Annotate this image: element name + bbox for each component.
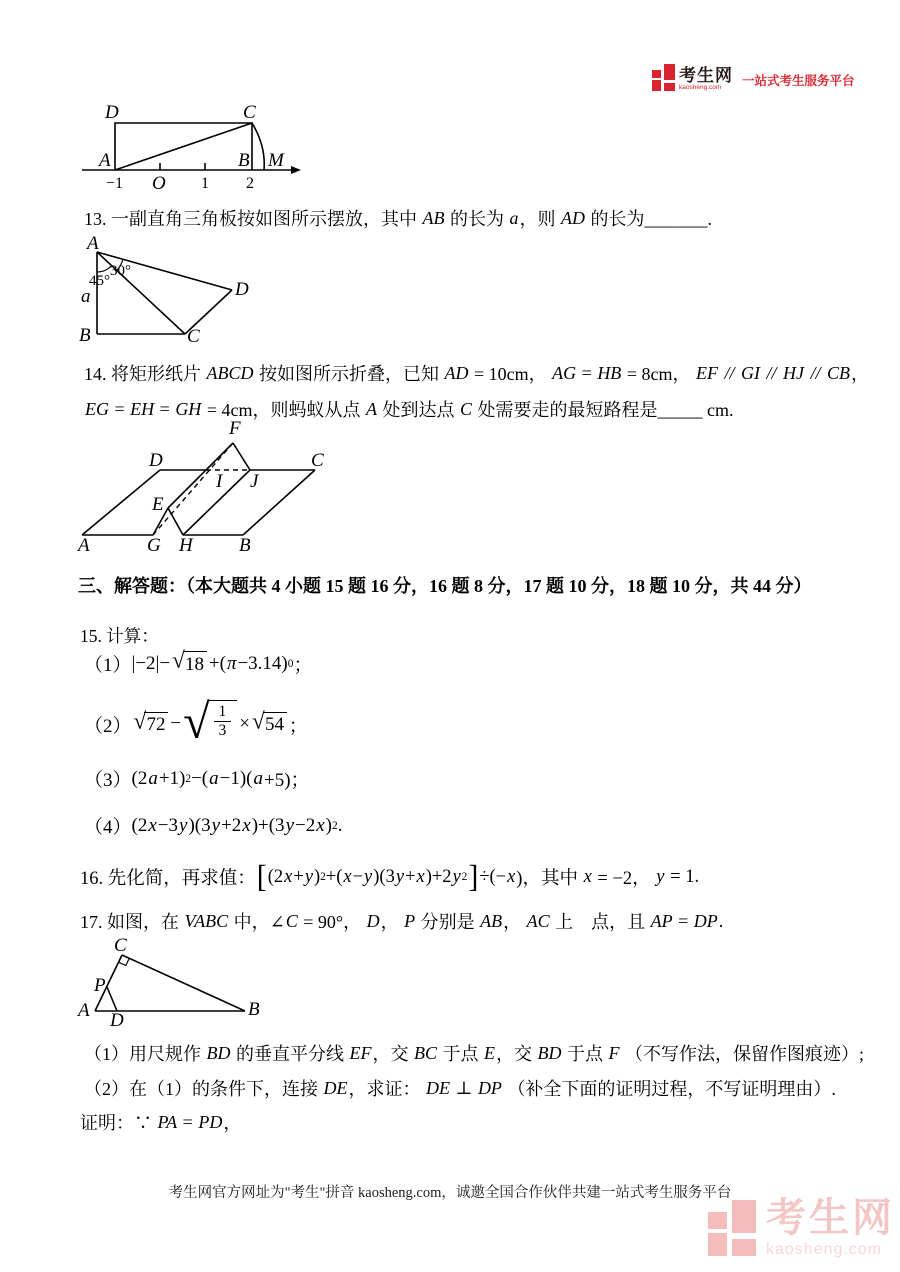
math-part: ， xyxy=(380,912,404,932)
math-part: 17. 如图，在 xyxy=(80,912,184,932)
math-part: ÷(− xyxy=(479,866,507,887)
right-triangle-figure xyxy=(78,935,273,1036)
math-part: BD xyxy=(537,1042,562,1063)
footer-text: 考生网官方网址为"考生"拼音 kaosheng.com，诚邀全国合作伙伴共建一站式考生服务平台 xyxy=(168,1185,732,1201)
math-part: y xyxy=(304,866,314,887)
point-label-D: D xyxy=(105,102,119,123)
folded-paper-figure xyxy=(78,418,338,563)
math-part: D xyxy=(366,910,380,931)
math-part: // xyxy=(806,362,826,383)
tick-label-neg1: −1 xyxy=(106,175,124,192)
question-13-text xyxy=(84,205,712,231)
math-part: = 8cm， xyxy=(622,364,695,384)
point-label-J: J xyxy=(250,471,259,492)
math-part: x xyxy=(416,866,425,887)
math-part: )(3 xyxy=(373,866,395,887)
q15-item-2 xyxy=(84,695,308,749)
math-part: x xyxy=(148,814,157,836)
math-part: VABC xyxy=(184,910,229,931)
math-part: ，交 xyxy=(372,1044,413,1064)
math-part: + xyxy=(405,866,416,887)
math-part: C xyxy=(285,910,298,931)
kaosheng-header-logo xyxy=(652,64,855,91)
math-part: = 4cm，则蚂蚁从点 xyxy=(202,400,365,420)
question-16-text: 16. 先化简，再求值： [ (2 x + y ) 2 +( x − y )(3 y + x )+2 y 2 ] ÷(− x )，其中 x = −2， y = 1. xyxy=(80,859,700,894)
math-part: . xyxy=(718,910,724,931)
section-3-header: 三、解答题：（本大题共 4 小题 15 题 16 分，16 题 8 分，17 题 10 分，18 题 10 分，共 44 分） xyxy=(78,576,812,596)
math-part: DP xyxy=(693,910,718,931)
math-part: ，则 xyxy=(519,209,560,229)
math-part: 处到达点 xyxy=(377,400,459,420)
watermark-domain: kaosheng.com xyxy=(766,1241,883,1258)
math-part: +1) xyxy=(158,767,186,789)
q15-item-1: （1） |−2|− √ 18 +( π −3.14) 0 ； xyxy=(84,647,313,676)
point-label-B: B xyxy=(238,150,250,171)
math-part: BC xyxy=(414,1042,438,1063)
point-label-C: C xyxy=(311,450,324,471)
math-part: GI xyxy=(740,362,760,383)
kaosheng-brand-block xyxy=(679,67,733,92)
point-label-M: M xyxy=(268,150,284,171)
math-part: a xyxy=(509,207,519,228)
math-part: )+2 xyxy=(425,866,452,887)
math-part: 分别是 xyxy=(416,912,480,932)
math-part: 于点 xyxy=(562,1044,608,1064)
math-part: 14. 将矩形纸片 xyxy=(84,364,206,384)
math-part: [ xyxy=(256,859,267,894)
math-part: x xyxy=(316,814,325,836)
math-part: ， xyxy=(851,364,870,384)
numberline-figure xyxy=(80,100,320,195)
point-label-F: F xyxy=(229,418,241,439)
brand-domain: kaosheng.com xyxy=(679,83,722,91)
math-part: √ 54 xyxy=(252,712,287,737)
math-part: (2 xyxy=(267,866,284,887)
math-part: AB xyxy=(480,910,503,931)
math-part: = −2， xyxy=(592,869,656,889)
angle-label-45: 45° xyxy=(89,273,110,289)
math-part: ) xyxy=(325,814,332,836)
math-part: AD xyxy=(561,207,585,228)
side-label-a: a xyxy=(81,286,91,307)
math-part: EH xyxy=(130,398,155,419)
math-part: （4） xyxy=(84,817,132,838)
math-part: EF xyxy=(349,1042,372,1063)
math-part: （补全下面的证明过程，不写证明理由）. xyxy=(502,1079,836,1099)
brand-tagline: 一站式考生服务平台 xyxy=(742,74,855,88)
point-label-D: D xyxy=(110,1010,124,1031)
point-label-D: D xyxy=(149,450,163,471)
math-part: √ 1 3 xyxy=(183,700,237,748)
math-part: y xyxy=(179,814,188,836)
kaosheng-watermark xyxy=(708,1198,895,1258)
math-part: 处需要走的最短路程是_____ cm. xyxy=(472,400,734,420)
math-part: y xyxy=(656,866,665,887)
math-part: EF xyxy=(695,362,718,383)
point-label-H: H xyxy=(179,535,193,556)
math-part: −3.14) xyxy=(237,652,288,674)
math-part: + xyxy=(293,866,304,887)
math-part: )，其中 xyxy=(516,869,583,889)
math-part: √ 72 xyxy=(134,712,169,737)
math-part: +2 xyxy=(221,814,242,836)
math-part: = 1. xyxy=(665,866,700,887)
math-part: PD xyxy=(198,1111,223,1132)
math-part: 于点 xyxy=(438,1044,484,1064)
math-part: ，交 xyxy=(496,1044,537,1064)
math-part: 的长为 xyxy=(445,209,509,229)
kaosheng-logo-icon xyxy=(652,64,675,91)
math-part: |−2|− xyxy=(131,652,171,674)
math-part: × xyxy=(239,713,250,735)
math-part: AB xyxy=(422,207,445,228)
point-label-C: C xyxy=(243,102,256,123)
math-part: . xyxy=(337,814,343,836)
math-part: 的长为_______. xyxy=(586,209,712,229)
tick-label-2: 2 xyxy=(246,175,254,192)
math-part: +5)； xyxy=(264,770,310,791)
tick-label-1: 1 xyxy=(201,175,209,192)
point-label-B: B xyxy=(239,535,251,556)
math-part: （不写作法，保留作图痕迹）; xyxy=(620,1044,865,1064)
math-part: a xyxy=(148,767,158,789)
math-part: 按如图所示折叠，已知 xyxy=(254,364,444,384)
math-part: （2） xyxy=(84,715,132,737)
math-part: AP xyxy=(650,910,673,931)
point-label-C: C xyxy=(114,935,127,956)
point-label-I: I xyxy=(216,471,223,492)
point-label-P: P xyxy=(94,975,106,996)
watermark-text-block xyxy=(766,1198,895,1258)
triangle-ruler-figure xyxy=(78,233,273,351)
watermark-brand: 考生网 xyxy=(766,1196,895,1240)
math-part: HB xyxy=(597,362,622,383)
math-part: PA xyxy=(157,1111,178,1132)
math-part: = xyxy=(178,1111,198,1132)
math-part: ； xyxy=(293,655,313,676)
point-label-A: A xyxy=(78,1000,90,1021)
math-part: y xyxy=(452,866,461,887)
math-part: CB xyxy=(827,362,851,383)
q17-proof-start xyxy=(80,1109,241,1135)
math-part: AD xyxy=(444,362,469,383)
math-part: = xyxy=(577,362,597,383)
math-part: // xyxy=(761,362,781,383)
math-part: = xyxy=(110,398,130,419)
math-part: −3 xyxy=(157,814,178,836)
math-part: x xyxy=(343,866,352,887)
axis-arrow xyxy=(291,166,301,174)
math-part: a xyxy=(209,767,219,789)
q15-item-4: （4） (2 x −3 y )(3 y +2 x )+(3 y −2 x ) 2 . xyxy=(84,812,342,839)
math-part: 证明：∵ xyxy=(80,1113,157,1133)
math-part: +( xyxy=(208,652,226,674)
math-part: y xyxy=(285,814,294,836)
q17-sub-1 xyxy=(84,1040,864,1066)
math-part: x xyxy=(583,866,592,887)
math-part: C xyxy=(459,398,472,419)
math-part: （1）用尺规作 xyxy=(84,1044,206,1064)
point-label-A: A xyxy=(87,233,99,254)
math-part: )+(3 xyxy=(251,814,285,836)
brand-name: 考生网 xyxy=(679,65,733,85)
angle-label-30: 30° xyxy=(110,263,131,279)
math-part: y xyxy=(211,814,221,836)
math-part: DE xyxy=(426,1077,450,1098)
math-part: BD xyxy=(206,1042,231,1063)
math-part: )(3 xyxy=(188,814,211,836)
math-part: （2）在（1）的条件下，连接 xyxy=(84,1079,323,1099)
math-part: ) xyxy=(314,866,321,887)
math-part: −1)( xyxy=(219,767,253,789)
math-part: ，求证： xyxy=(348,1079,425,1099)
math-part: √ 18 xyxy=(172,651,207,676)
question-14-line1 xyxy=(84,360,869,386)
math-part: y xyxy=(364,866,373,887)
point-label-A: A xyxy=(99,150,111,171)
math-part: = 90°， xyxy=(298,912,366,932)
math-part: ] xyxy=(468,859,479,894)
math-part: (2 xyxy=(131,767,148,789)
math-part: F xyxy=(608,1042,620,1063)
math-part: y xyxy=(395,866,405,887)
math-part: AC xyxy=(526,910,550,931)
math-part: = 10cm， xyxy=(469,364,552,384)
math-part: −2 xyxy=(295,814,316,836)
math-part: E xyxy=(484,1042,496,1063)
math-part: +( xyxy=(325,866,343,887)
math-part: x xyxy=(284,866,293,887)
math-part: 上 点，且 xyxy=(550,912,650,932)
math-part: ； xyxy=(288,715,308,737)
math-part: 中，∠ xyxy=(229,912,285,932)
point-label-E: E xyxy=(152,494,164,515)
math-part: DE xyxy=(323,1077,348,1098)
math-part: ， xyxy=(223,1113,242,1133)
origin-label: O xyxy=(152,173,166,194)
point-label-G: G xyxy=(147,535,161,556)
math-part: GH xyxy=(175,398,202,419)
math-part: 的垂直平分线 xyxy=(231,1044,349,1064)
math-part: ⊥ xyxy=(451,1077,477,1098)
math-part: （1） xyxy=(84,655,132,676)
question-15-label: 15. 计算： xyxy=(80,626,159,646)
math-part: ， xyxy=(503,912,526,932)
q15-item-3: （3） (2 a +1) 2 −( a −1)( a +5)； xyxy=(84,765,310,792)
math-part: −( xyxy=(191,767,209,789)
math-part: P xyxy=(404,910,416,931)
point-label-B: B xyxy=(248,999,260,1020)
math-part: = xyxy=(155,398,175,419)
math-part: HJ xyxy=(783,362,804,383)
math-part: DP xyxy=(477,1077,502,1098)
math-part: x xyxy=(507,866,516,887)
math-part: AG xyxy=(552,362,577,383)
compass-arc xyxy=(252,123,264,170)
math-part: 13. 一副直角三角板按如图所示摆放，其中 xyxy=(84,209,422,229)
math-part: − xyxy=(352,866,364,887)
math-part: EG xyxy=(85,398,109,419)
math-part: = xyxy=(673,910,693,931)
math-part: x xyxy=(242,814,251,836)
q17-sub-2 xyxy=(84,1075,836,1101)
point-label-D: D xyxy=(235,279,249,300)
point-label-A: A xyxy=(78,535,90,556)
math-part: （3） xyxy=(84,770,132,791)
math-part: A xyxy=(365,398,377,419)
math-part: ABCD xyxy=(206,362,254,383)
point-label-C: C xyxy=(187,326,200,347)
math-part: a xyxy=(253,767,264,789)
question-17-text xyxy=(80,908,723,934)
math-part: (2 xyxy=(131,814,148,836)
math-part: π xyxy=(226,652,237,674)
math-part: 16. 先化简，再求值： xyxy=(80,869,256,889)
point-label-B: B xyxy=(79,325,91,346)
math-part: − xyxy=(170,713,182,735)
watermark-logo-icon xyxy=(708,1200,756,1256)
math-part: // xyxy=(719,362,739,383)
